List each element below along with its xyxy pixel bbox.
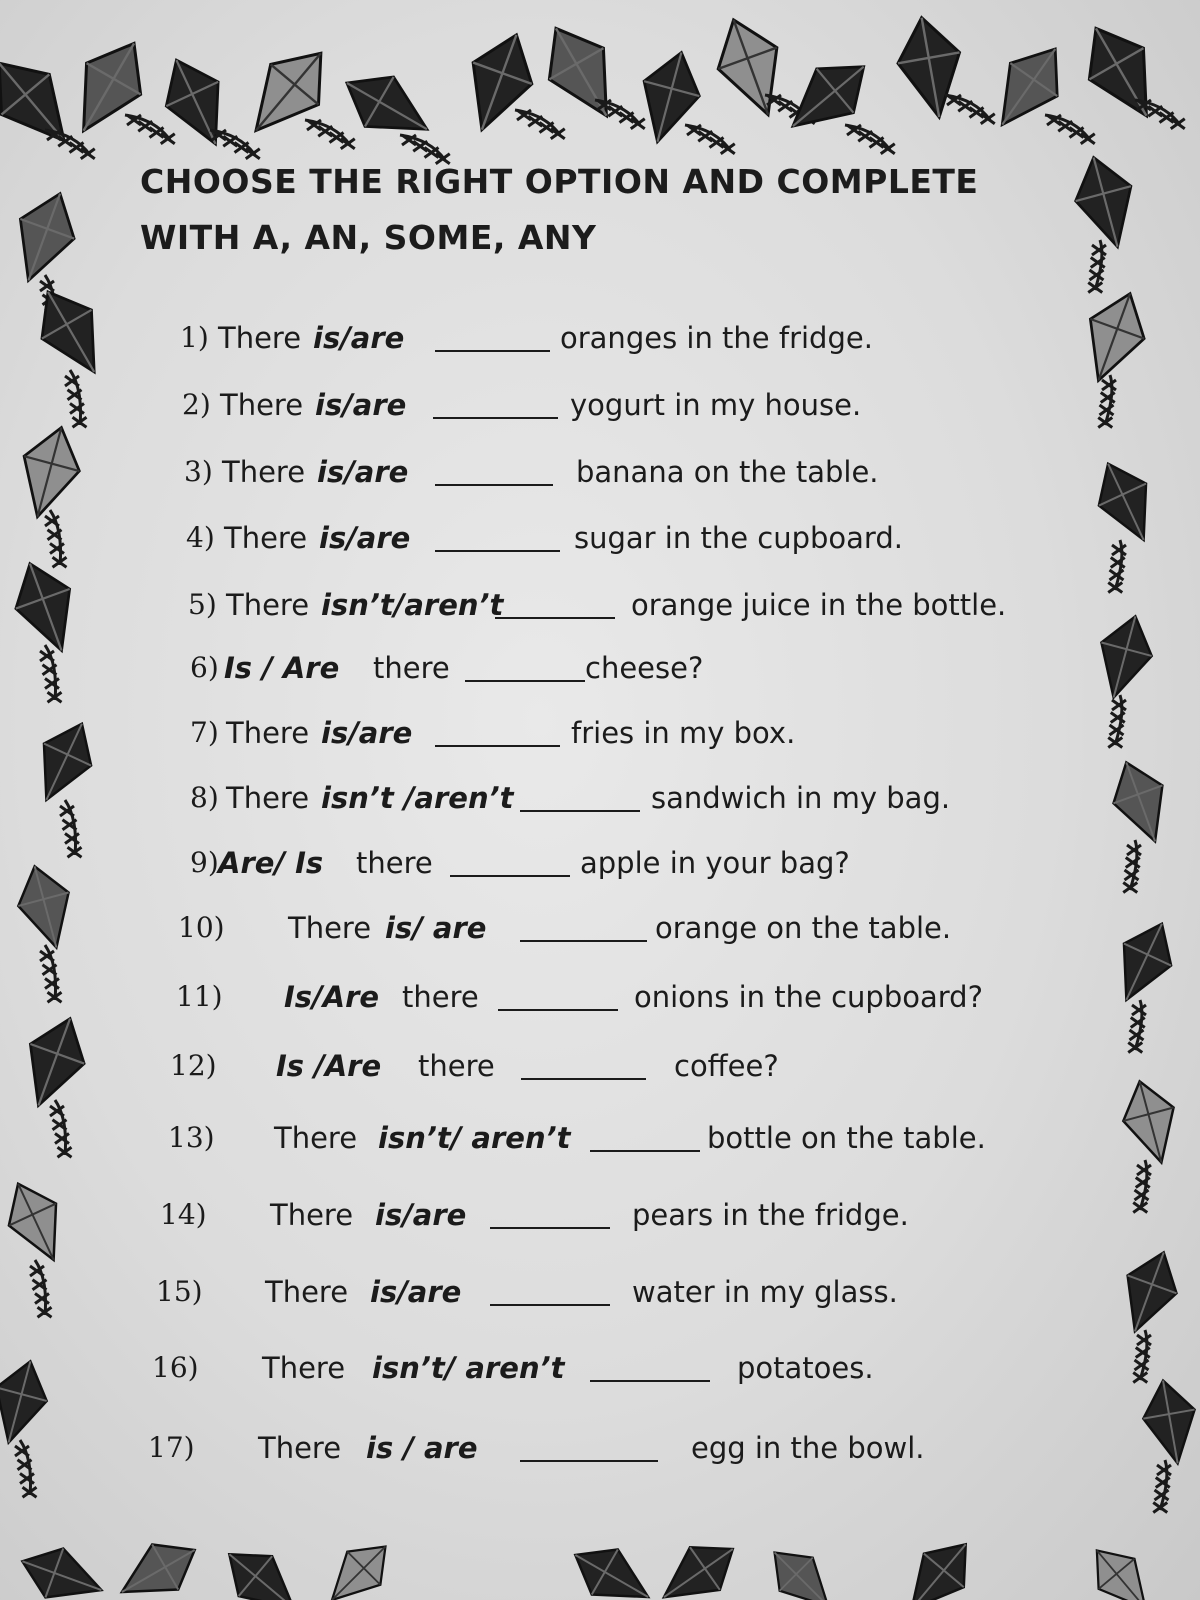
question-number: 16)	[152, 1351, 199, 1384]
kite-icon	[891, 12, 970, 122]
question-2	[0, 385, 1200, 425]
kite-icon	[758, 1536, 845, 1600]
question-number: 8)	[190, 781, 219, 814]
question-11	[0, 977, 1200, 1017]
kite-icon	[1079, 1535, 1163, 1600]
kite-icon	[14, 1537, 111, 1600]
question-number: 10)	[178, 911, 225, 944]
question-suffix: coffee?	[674, 1049, 779, 1083]
question-15	[0, 1272, 1200, 1312]
answer-blank[interactable]	[590, 1352, 710, 1382]
question-prefix: There	[288, 911, 372, 945]
kite-icon	[2, 184, 87, 290]
question-number: 13)	[168, 1121, 215, 1154]
question-3	[0, 452, 1200, 492]
worksheet-title-line-2: WITH A, AN, SOME, ANY	[140, 218, 597, 257]
answer-blank[interactable]	[520, 782, 640, 812]
verb-option: is/are	[375, 1198, 467, 1232]
kite-tail-icon	[210, 130, 260, 159]
kite-tail-icon	[685, 125, 735, 154]
question-number: 15)	[156, 1275, 203, 1308]
kite-tail-icon	[125, 115, 175, 144]
question-prefix: There	[274, 1121, 358, 1155]
answer-blank[interactable]	[490, 1199, 610, 1229]
question-prefix: There	[262, 1351, 346, 1385]
question-number: 17)	[148, 1431, 195, 1464]
answer-blank[interactable]	[590, 1122, 700, 1152]
answer-blank[interactable]	[521, 1050, 646, 1080]
question-prefix: There	[222, 455, 306, 489]
question-number: 11)	[176, 980, 223, 1013]
kite-icon	[775, 45, 883, 148]
kite-icon	[315, 1530, 402, 1600]
question-14	[0, 1195, 1200, 1235]
question-suffix: pears in the fridge.	[632, 1198, 909, 1232]
kite-tail-icon	[945, 95, 995, 124]
question-prefix: There	[258, 1431, 342, 1465]
verb-option: isn’t/ aren’t	[372, 1351, 565, 1385]
question-7	[0, 713, 1200, 753]
question-number: 14)	[160, 1198, 207, 1231]
answer-blank[interactable]	[450, 847, 570, 877]
question-suffix: apple in your bag?	[580, 846, 850, 880]
answer-blank[interactable]	[465, 652, 585, 682]
question-suffix: egg in the bowl.	[691, 1431, 925, 1465]
question-17	[0, 1428, 1200, 1468]
question-suffix: cheese?	[585, 651, 704, 685]
verb-option: is/are	[315, 388, 407, 422]
question-number: 2)	[182, 388, 211, 421]
question-prefix: There	[220, 388, 304, 422]
kite-icon	[109, 1527, 208, 1600]
answer-blank[interactable]	[435, 717, 560, 747]
question-there: there	[418, 1049, 495, 1083]
answer-blank[interactable]	[433, 389, 558, 419]
question-there: there	[402, 980, 479, 1014]
question-prefix: There	[224, 521, 308, 555]
kite-tail-icon	[45, 130, 95, 159]
verb-option: Is / Are	[224, 651, 340, 685]
kite-tail-icon	[400, 135, 450, 164]
verb-option: is/are	[317, 455, 409, 489]
kite-icon	[1066, 150, 1145, 254]
kite-icon	[562, 1532, 661, 1600]
kite-tail-icon	[305, 120, 355, 149]
question-suffix: yogurt in my house.	[570, 388, 862, 422]
kite-tail-icon	[515, 110, 565, 139]
kite-tail-icon	[1088, 240, 1106, 293]
question-number: 4)	[186, 521, 215, 554]
question-suffix: bottle on the table.	[707, 1121, 986, 1155]
question-5	[0, 585, 1200, 625]
verb-option: Are/ Is	[218, 846, 324, 880]
answer-blank[interactable]	[495, 589, 615, 619]
verb-option: Is/Are	[284, 980, 380, 1014]
question-6	[0, 648, 1200, 688]
kite-icon	[57, 28, 161, 146]
question-1	[0, 318, 1200, 358]
verb-option: is/are	[370, 1275, 462, 1309]
question-prefix: There	[226, 781, 310, 815]
question-suffix: onions in the cupboard?	[634, 980, 983, 1014]
worksheet-title-line-1: CHOOSE THE RIGHT OPTION AND COMPLETE	[140, 162, 979, 201]
question-prefix: There	[270, 1198, 354, 1232]
kite-icon	[0, 43, 88, 160]
question-number: 3)	[184, 455, 213, 488]
answer-blank[interactable]	[498, 981, 618, 1011]
question-16	[0, 1348, 1200, 1388]
question-number: 5)	[188, 588, 217, 621]
question-number: 6)	[190, 651, 219, 684]
question-suffix: banana on the table.	[576, 455, 879, 489]
verb-option: is/are	[321, 716, 413, 750]
question-prefix: There	[226, 588, 310, 622]
question-suffix: fries in my box.	[571, 716, 796, 750]
question-suffix: sandwich in my bag.	[651, 781, 951, 815]
question-suffix: potatoes.	[737, 1351, 874, 1385]
verb-option: is/are	[313, 321, 405, 355]
question-suffix: orange on the table.	[655, 911, 952, 945]
question-prefix: There	[265, 1275, 349, 1309]
kite-tail-icon	[845, 125, 895, 154]
question-4	[0, 518, 1200, 558]
question-number: 1)	[180, 321, 209, 354]
verb-option: is/ are	[385, 911, 487, 945]
answer-blank[interactable]	[435, 522, 560, 552]
answer-blank[interactable]	[435, 456, 553, 486]
question-13	[0, 1118, 1200, 1158]
verb-option: is / are	[366, 1431, 478, 1465]
verb-option: isn’t/ aren’t	[378, 1121, 571, 1155]
question-12	[0, 1046, 1200, 1086]
kite-icon	[892, 1528, 986, 1600]
question-suffix: sugar in the cupboard.	[574, 521, 903, 555]
question-number: 7)	[190, 716, 219, 749]
answer-blank[interactable]	[520, 912, 647, 942]
question-prefix: There	[218, 321, 302, 355]
kite-icon	[649, 1528, 748, 1600]
answer-blank[interactable]	[490, 1276, 610, 1306]
question-suffix: oranges in the fridge.	[560, 321, 873, 355]
kite-tail-icon	[1045, 115, 1095, 144]
question-suffix: water in my glass.	[632, 1275, 898, 1309]
question-suffix: orange juice in the bottle.	[631, 588, 1007, 622]
question-number: 12)	[170, 1049, 217, 1082]
question-number: 9)	[190, 846, 219, 879]
verb-option: is/are	[319, 521, 411, 555]
question-10	[0, 908, 1200, 948]
question-prefix: There	[226, 716, 310, 750]
answer-blank[interactable]	[435, 322, 550, 352]
question-there: there	[373, 651, 450, 685]
question-8	[0, 778, 1200, 818]
question-there: there	[356, 846, 433, 880]
question-9	[0, 843, 1200, 883]
verb-option: isn’t /aren’t	[321, 781, 514, 815]
verb-option: isn’t/aren’t	[321, 588, 504, 622]
kite-icon	[213, 1534, 311, 1600]
kite-icon	[333, 58, 442, 154]
answer-blank[interactable]	[520, 1432, 658, 1462]
verb-option: Is /Are	[276, 1049, 382, 1083]
